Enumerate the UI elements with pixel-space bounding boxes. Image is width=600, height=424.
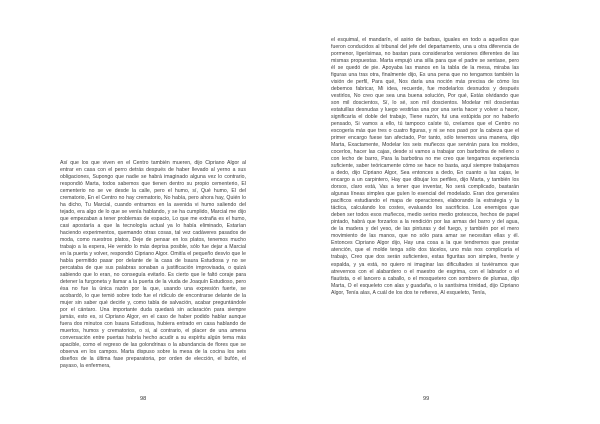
left-page-body-text: Así que los que viven en el Centro también mueren, dijo Cipriano Algor al entrar en casa con el perro detrás después de haber llevado al yerno a sus obligaciones, Supongo que nadie se habrá imaginado alguna vez lo contrario, respondió Marta, todos sabemos que tienen dentro su propio cementerio, El cementerio no se ve desde la calle, pero el humo, sí, Qué humo, El del crematorio, En el Centro no hay crematorio, No había, pero ahora hay, Quién lo ha dicho, Tu Marcial, cuando entramos en la avenida vi humo saliendo del tejado, era algo de lo que se venía hablando, y se ha cumplido, Marcial me dijo que empezaban a tener problemas de espacio, Lo que me extraña es el humo, casi apostaría a que la tecnología actual ya lo había eliminado, Estarían haciendo experimentos, quemando otras cosas, tal vez cadáveres pasados de moda, como nuestros platos, Deje de pensar en los platos, tenemos mucho trabajo a la espera, He venido lo más deprisa posible, sólo fue dejar a Marcial en la puerta y volver, respondió Cipriano Algor. Omitía el pequeño desvío que le había permitido pasar por delante de la casa de Isaura Estudiosa y no se percataba de que sus palabras sonaban a justificación improvisada, o quizá sabiendo que lo eran, no conseguía evitarlo. Es cierto que le faltó coraje para detener la furgoneta y llamar a la puerta de la viuda de Joaquín Estudioso, pero ésa no fue la única razón por la que, usando una expresión fuerte, se acobardó, lo que temió sobre todo fue el ridículo de encontrarse delante de la mujer sin saber qué decirle y, como tabla de salvación, acabar preguntándole por el cántaro. Una importante duda quedará sin aclaración para siempre jamás, esto es, si Cipriano Algor, en el caso de haber podido hablar aunque fuera dos minutos con Isaura Estudiosa, hubiera entrado en casa hablando de muertos, humos y crematorios, o si, al contrario, el placer de una amena conversación entre puertas habría hecho acudir a su espíritu algún tema más apacible, como el regreso de las golondrinas o la abundancia de flores que se observa en los campos. Marta dispuso sobre la mesa de la cocina los seis diseños de la última fase preparatoria, por orden de elección, el bufón, el payaso, la enfermera, [60, 160, 246, 370]
right-page-body-text: el esquimal, el mandarín, el asirio de barbas, iguales en todo a aquellos que fueron conducidos al tribunal del jefe del departamento, una u otra diferencia de pormenor, ligerísimas, no bastan para considerarlos versiones diferentes de las mismas propuestas. Marta empujó una silla para que el padre se sentase, pero él se quedó de pie. Apoyaba las manos en la tabla de la mesa, miraba las figuras una tras otra, finalmente dijo, Es una pena que no tengamos también la visión de perfil, Para qué, Nos daría una noción más precisa de cómo los debemos fabricar, Mi idea, recuerde, fue modelarlos desnudos y después vestirlos, No creo que sea una buena solución, Por qué, Estás olvidando que son mil doscientos, Sí, lo sé, son mil doscientos. Modelar mil doscientas estatuillas desnudas y luego vestirlas una por una sería hacer y volver a hacer, significaría el doble del trabajo, Tiene razón, fui una estúpida por no haberlo pensado, Si vamos a ello, tú tampoco caíste tú, creíamos que el Centro no escogería más que tres o cuatro figuras, y ni se nos pasó por la cabeza que el primer encargo fuese tan afectado, Por tanto, sólo tenemos una manera, dijo Marta, Exactamente, Modelar los seis muñecos que servirán para los moldes, cocerlos, hacer las cajas, desde si vamos a trabajar con barbotina de relleno o con lecho de barro, Para la barbotina no me creo que tengamos experiencia suficiente, saber teóricamente cómo se hace no basta, aquí siempre trabajamos a dedo, dijo Cipriano Algor, Sea entonces a dedo, En cuanto a las cajas, le encargo a un carpintero, Hay que dibujar los perfiles, dijo Marta, y también los dorsos, claro está, Vas a tener que inventar, No será complicado, bastarán algunas líneas simples que guíen lo esencial del modelado. Eran dos generales pacíficos estudiando el mapa de operaciones, elaborando la estrategia y la táctica, calculando los costes, evaluando los sacrificios. Los enemigos que deben ser todos esos muñecos, medio serios medio grotescos, hechos de papel pintado, habrá que forzarlos a la rendición por las armas del barro y del agua, de la madera y del yeso, de las pinturas y del fuego, y también por el mero movimiento de las manos, que no sólo para amar se necesitan ellas y él. Entonces Cipriano Algor dijo, Hay una cosa a la que tendremos que prestar atención, que el molde tenga sólo dos tácelos, uno más nos complicaría el trabajo, Creo que dos serán suficientes, estas figuritas son simples, frente y espalda, y ya está, no quiero ni imaginar las dificultades si tuviéramos que atrevernos con el alabardero o el maestro de esgrima, con el labrador o el flautista, o el lancero a caballo, o el mosquetero con sombrero de plumas, dijo Marta, O el esqueleto con alas y guadaña, o la santísima trinidad, dijo Cipriano Algor, Tenía alas, A cuál de los dos te refieres, Al esqueleto, Tenía, [331, 37, 519, 296]
right-page [300, 0, 600, 424]
right-page-number: 99 [423, 396, 430, 402]
left-page-number: 98 [140, 396, 147, 402]
